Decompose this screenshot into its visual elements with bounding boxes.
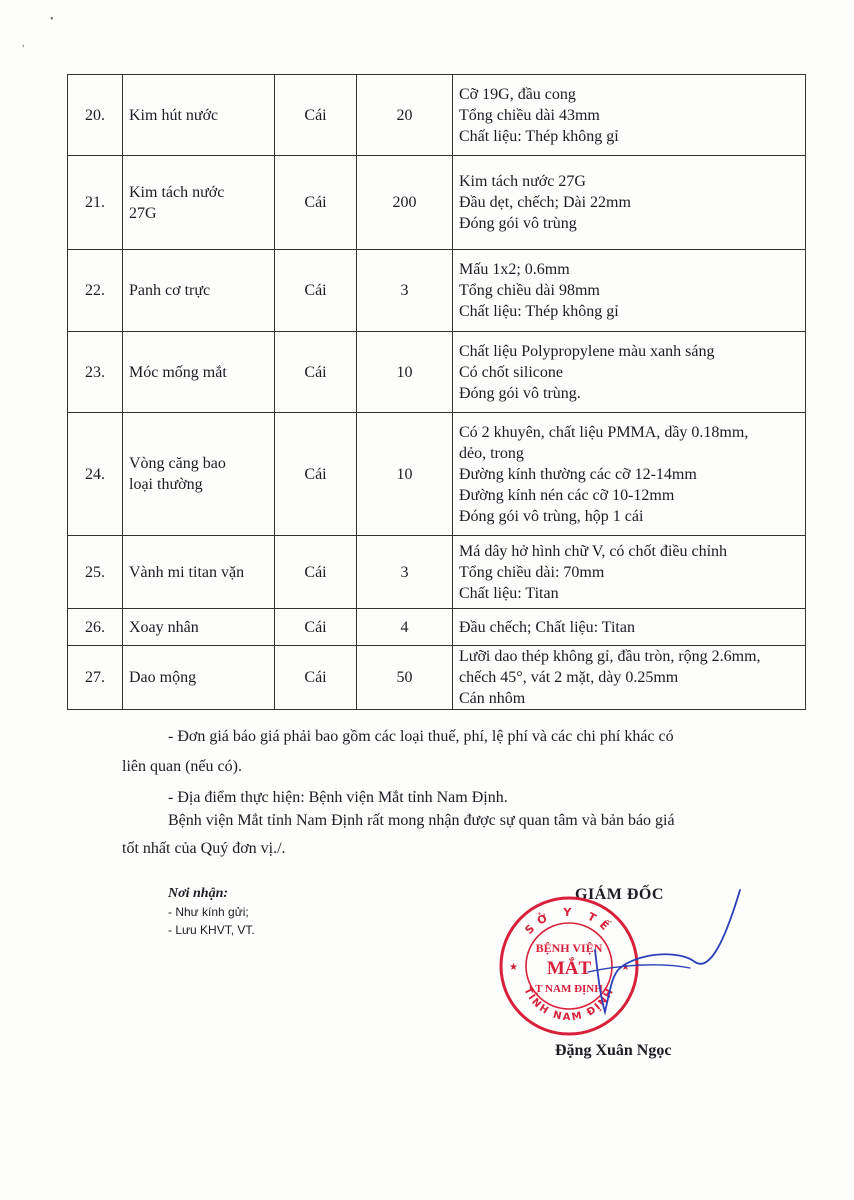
item-quantity: 4 (400, 618, 409, 636)
item-unit: Cái (304, 618, 327, 636)
item-spec-line: Đóng gói vô trùng (459, 215, 577, 232)
table-row (68, 250, 806, 332)
item-spec-line: Đường kính thường các cỡ 12-14mm (459, 465, 697, 483)
item-spec-line: Tổng chiều dài 43mm (459, 106, 600, 124)
item-unit-cell (275, 250, 357, 332)
item-spec-line: Đầu chếch; Chất liệu: Titan (459, 618, 635, 636)
table-row (68, 75, 806, 156)
item-spec-line: Tổng chiều dài 98mm (459, 282, 600, 299)
item-name-cell (123, 609, 275, 646)
item-quantity-cell (357, 156, 453, 250)
item-number: 22. (85, 282, 105, 299)
item-name-cell (123, 250, 275, 332)
item-number-cell (68, 156, 123, 250)
item-unit-cell (275, 646, 357, 710)
item-name: Kim hút nước (129, 106, 219, 124)
table-row (68, 156, 806, 250)
item-number-cell (68, 250, 123, 332)
item-unit: Cái (304, 194, 327, 211)
item-spec-line: chếch 45°, vát 2 mặt, dày 0.25mm (459, 669, 679, 686)
recipient-item: - Như kính gửi; (168, 905, 249, 919)
item-number-cell (68, 646, 123, 710)
item-spec-line: Chất liệu: Thép không gỉ (459, 127, 619, 145)
item-unit: Cái (304, 282, 327, 299)
item-unit-cell (275, 536, 357, 609)
scan-speck: • (50, 14, 54, 25)
stamp-line2: MẮT (546, 958, 592, 979)
item-quantity: 20 (396, 106, 413, 124)
item-spec-line: Có chốt silicone (459, 363, 563, 381)
item-spec-line: Má dây hở hình chữ V, có chốt điều chỉnh (459, 542, 728, 560)
item-quantity-cell (357, 536, 453, 609)
item-spec-cell (453, 536, 806, 609)
stamp-star-icon: ★ (509, 962, 518, 973)
item-name-cell (123, 332, 275, 413)
signer-name: Đặng Xuân Ngọc (555, 1042, 672, 1059)
item-spec-cell (453, 332, 806, 413)
stamp-line3: T NAM ĐỊNH (535, 983, 603, 995)
item-name-cell (123, 75, 275, 156)
item-name: 27G (129, 204, 157, 222)
table-row (68, 609, 806, 646)
item-spec-cell (453, 75, 806, 156)
item-spec-line: Mấu 1x2; 0.6mm (459, 261, 570, 278)
items-table-body (68, 75, 806, 710)
item-unit: Cái (304, 669, 327, 686)
item-name: Móc mống mắt (129, 363, 227, 381)
closing-line1: Bệnh viện Mắt tỉnh Nam Định rất mong nhận được sự quan tâm và bản báo giá (168, 812, 675, 829)
item-number: 20. (85, 106, 105, 124)
item-number: 27. (85, 669, 105, 686)
item-quantity-cell (357, 609, 453, 646)
item-name: Xoay nhân (129, 618, 199, 636)
item-spec-line: dẻo, trong (459, 444, 524, 462)
item-name: Kim tách nước (129, 183, 225, 201)
item-name-cell (123, 536, 275, 609)
price-note-line1: - Đơn giá báo giá phải bao gồm các loại thuế, phí, lệ phí và các chi phí khác có (168, 728, 674, 745)
table-row (68, 536, 806, 609)
stamp-top-text: SỞ Y TẾ (522, 905, 616, 937)
item-quantity: 50 (396, 669, 413, 686)
stamp-star-icon: ★ (621, 962, 630, 973)
recipient-item: - Lưu KHVT, VT. (168, 923, 255, 937)
item-name: Dao mộng (129, 669, 197, 686)
signer-title: GIÁM ĐỐC (575, 886, 664, 903)
item-spec-line: Lưỡi dao thép không gỉ, đầu tròn, rộng 2.6mm, (459, 648, 761, 665)
item-unit: Cái (304, 106, 327, 124)
item-spec-cell (453, 156, 806, 250)
item-spec-line: Kim tách nước 27G (459, 173, 586, 190)
item-quantity: 200 (392, 194, 417, 211)
item-unit-cell (275, 413, 357, 536)
item-unit-cell (275, 156, 357, 250)
item-spec-cell (453, 413, 806, 536)
item-quantity: 3 (400, 282, 409, 299)
item-spec-line: Đường kính nén các cỡ 10-12mm (459, 486, 675, 504)
item-unit: Cái (304, 363, 327, 381)
item-name-cell (123, 156, 275, 250)
item-number: 25. (85, 563, 105, 581)
item-spec-line: Cỡ 19G, đầu cong (459, 85, 576, 103)
item-quantity-cell (357, 250, 453, 332)
item-spec-line: Cán nhôm (459, 690, 526, 707)
item-name-cell (123, 646, 275, 710)
item-unit-cell (275, 75, 357, 156)
table-row (68, 413, 806, 536)
item-number: 23. (85, 363, 105, 381)
item-number-cell (68, 536, 123, 609)
item-name: loại thường (129, 476, 203, 493)
items-table (67, 74, 806, 710)
item-spec-cell (453, 250, 806, 332)
item-quantity-cell (357, 332, 453, 413)
stamp-bottom-text: TỈNH NAM ĐỊNH (521, 985, 617, 1024)
item-number: 26. (85, 618, 105, 636)
table-row (68, 646, 806, 710)
item-quantity: 3 (400, 563, 409, 581)
item-number: 21. (85, 194, 105, 211)
item-unit-cell (275, 332, 357, 413)
price-note-line2: liên quan (nếu có). (122, 758, 242, 775)
item-name-cell (123, 413, 275, 536)
item-unit: Cái (304, 465, 327, 483)
item-number-cell (68, 75, 123, 156)
item-unit-cell (275, 609, 357, 646)
item-name: Vành mi titan vặn (129, 563, 245, 581)
item-spec-line: Đầu dẹt, chếch; Dài 22mm (459, 194, 631, 211)
item-name: Panh cơ trực (129, 282, 211, 299)
handwritten-signature (560, 880, 760, 1020)
item-spec-line: Chất liệu Polypropylene màu xanh sáng (459, 342, 715, 360)
item-spec-line: Đóng gói vô trùng, hộp 1 cái (459, 507, 644, 525)
item-quantity: 10 (396, 363, 413, 381)
item-number-cell (68, 413, 123, 536)
item-spec-line: Chất liệu: Titan (459, 584, 559, 602)
item-spec-line: Có 2 khuyên, chất liệu PMMA, dầy 0.18mm, (459, 423, 749, 441)
scan-speck: , (22, 38, 25, 49)
item-quantity: 10 (396, 465, 413, 483)
item-number-cell (68, 332, 123, 413)
item-name: Vòng căng bao (129, 455, 226, 472)
stamp-line1: BỆNH VIỆN (535, 941, 603, 955)
item-spec-line: Đóng gói vô trùng. (459, 384, 581, 402)
item-unit: Cái (304, 563, 327, 581)
item-spec-line: Chất liệu: Thép không gỉ (459, 303, 619, 320)
item-quantity-cell (357, 646, 453, 710)
recipients-block (168, 885, 255, 939)
item-number: 24. (85, 465, 105, 483)
location-note: - Địa điểm thực hiện: Bệnh viện Mắt tỉnh Nam Định. (168, 789, 508, 806)
table-row (68, 332, 806, 413)
item-spec-line: Tổng chiều dài: 70mm (459, 563, 605, 581)
recipients-title: Nơi nhận: (168, 886, 229, 901)
item-quantity-cell (357, 413, 453, 536)
item-spec-cell (453, 646, 806, 710)
closing-line2: tốt nhất của Quý đơn vị./. (122, 840, 286, 857)
item-number-cell (68, 609, 123, 646)
item-quantity-cell (357, 75, 453, 156)
item-spec-cell (453, 609, 806, 646)
